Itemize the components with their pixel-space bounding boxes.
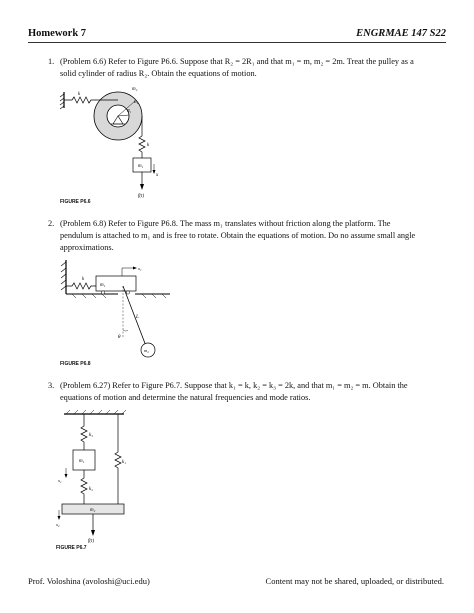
fig2-label-k: k [82, 277, 85, 282]
fig3-label-k1: k₁ [122, 460, 126, 465]
footer-notice: Content may not be shared, uploaded, or distributed. [265, 576, 444, 586]
course-code: ENGRMAE 147 S22 [356, 28, 446, 39]
figure-p6-7-label: FIGURE P6.7 [56, 545, 87, 551]
problem-1-text: (Problem 6.6) Refer to Figure P6.6. Suppose that R₂ = 2R₁ and that m₁ = m, m₂ = 2m. Treat the pulley as a solid cylinder of radius R₂. Obtain the equations of motion. [60, 57, 414, 78]
figure-p6-6 [58, 84, 198, 202]
figure-p6-8 [58, 258, 178, 358]
fig2-label-theta: θ [118, 335, 121, 340]
figure-p6-6-label: FIGURE P6.6 [60, 199, 91, 205]
fig2-label-m1: m₁ [100, 283, 106, 288]
fig3-label-m1: m₁ [79, 459, 85, 464]
fig3-label-f: f(t) [88, 539, 95, 544]
problem-2 [48, 218, 424, 254]
problem-3 [48, 380, 424, 404]
fig3-label-x1: x₁ [58, 478, 62, 483]
footer-author: Prof. Voloshina (avoloshi@uci.edu) [28, 576, 150, 586]
fig1-label-r2: R₂ [134, 99, 139, 104]
fig3-label-x2: x₂ [56, 522, 60, 527]
problem-3-number: 3. [48, 381, 55, 390]
fig3-label-m2: m₂ [90, 508, 96, 513]
fig1-label-k1: k [78, 92, 81, 97]
header-rule [28, 42, 446, 43]
problem-1-number: 1. [48, 57, 55, 66]
fig3-label-k3: k₃ [89, 433, 93, 438]
figure-p6-7 [56, 410, 136, 545]
problem-2-number: 2. [48, 219, 55, 228]
fig3-label-k2: k₂ [89, 487, 93, 492]
problem-1 [48, 56, 424, 80]
fig1-label-x: x [156, 173, 159, 178]
fig2-label-x1: x₁ [138, 266, 142, 271]
fig1-label-r1: R₁ [127, 108, 132, 113]
problem-2-text: (Problem 6.8) Refer to Figure P6.8. The mass m₁ translates without friction along the platform. The pendulum is attached to m₁ and is free to rotate. Obtain the equations of motion. Do no assume small angle approximations. [60, 219, 416, 252]
fig1-label-f: f(t) [138, 194, 145, 199]
fig1-label-k2: k [147, 143, 150, 148]
header-title: Homework 7 [28, 28, 87, 39]
figure-p6-8-label: FIGURE P6.8 [60, 361, 91, 367]
fig1-label-m2: m₂ [132, 87, 138, 92]
fig1-label-m1: m₁ [138, 164, 144, 169]
problem-3-text: (Problem 6.27) Refer to Figure P6.7. Suppose that k₁ = k, k₂ = k₃ = 2k, and that m₁ = m₂ = m. Obtain the equations of motion and determine the natural frequencies and mode ratios. [60, 381, 408, 402]
fig2-label-l: L [136, 315, 139, 320]
fig2-label-m2: m₂ [144, 348, 149, 353]
